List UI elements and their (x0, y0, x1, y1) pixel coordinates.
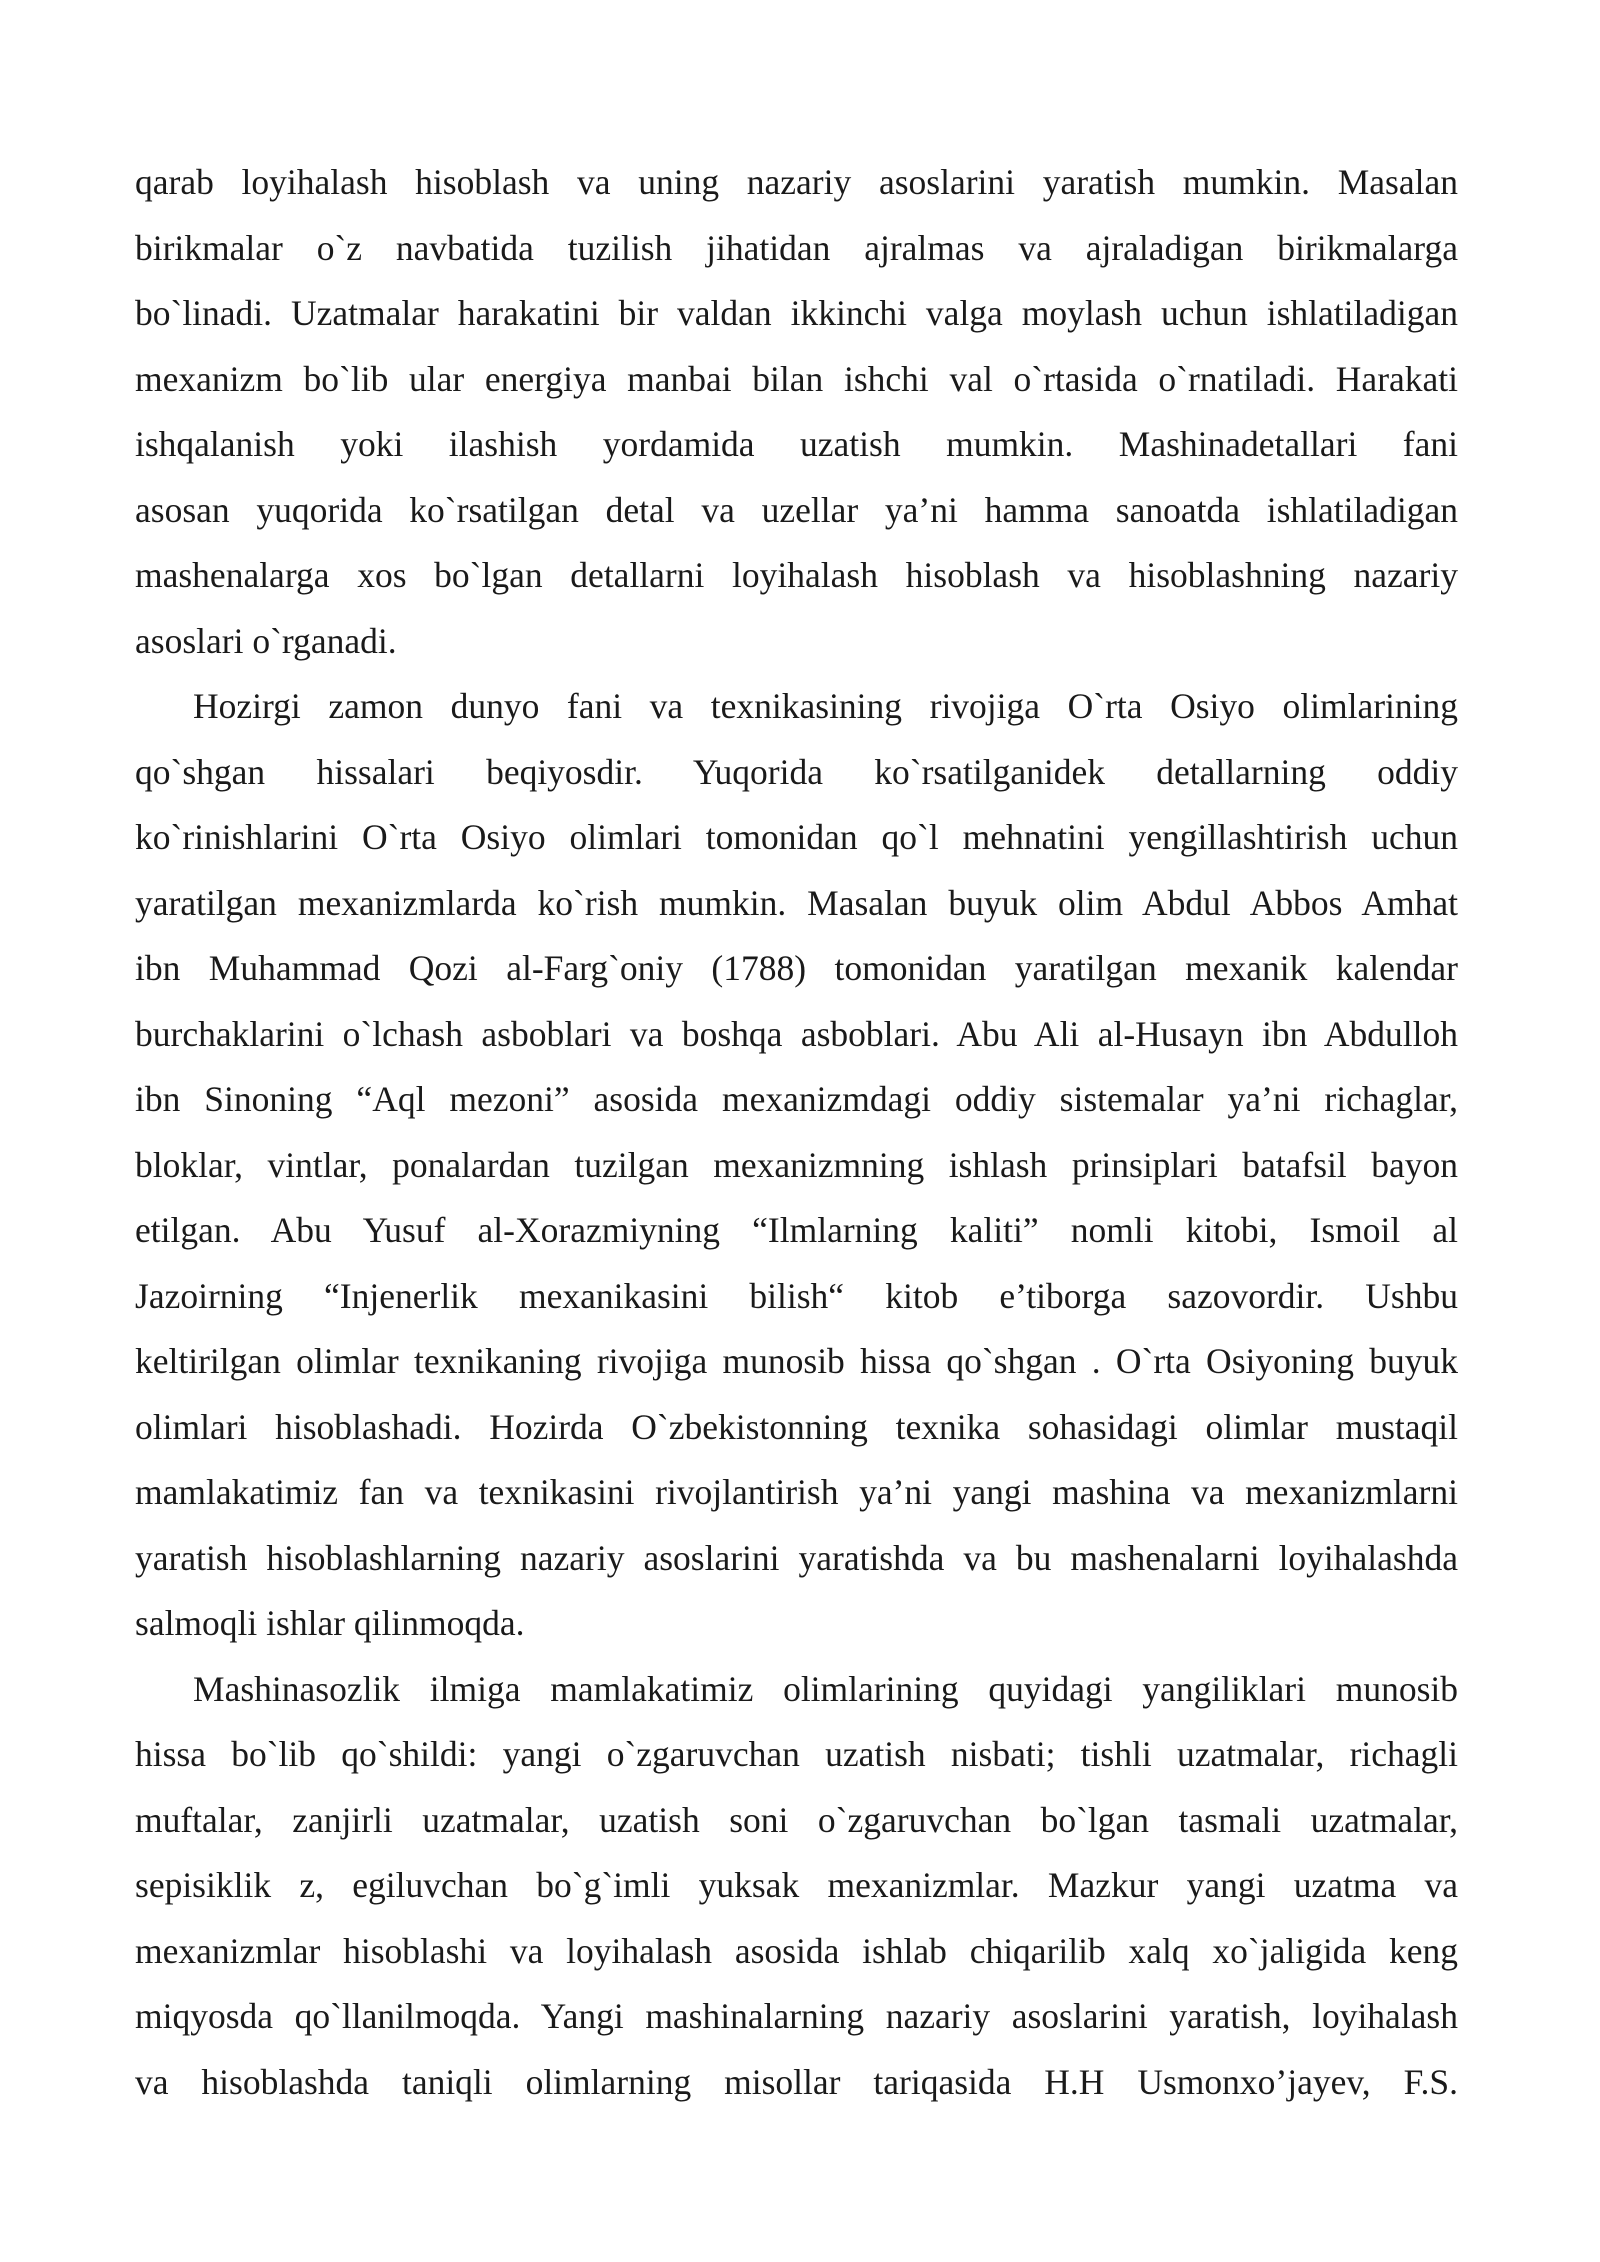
text-line: mexanizm bo`lib ular energiya manbai bilan ishchi val o`rtasida o`rnatiladi. Harakati (135, 358, 1458, 399)
text-line: mashenalarga xos bo`lgan detallarni loyihalash hisoblash va hisoblashning nazariy (135, 555, 1458, 595)
text-line: birikmalar o`z navbatida tuzilish jihatidan ajralmas va ajraladigan birikmalarga (135, 227, 1458, 268)
text-line: yaratish hisoblashlarning nazariy asoslarini yaratishda va bu mashenalarni loyihalashda (135, 1537, 1458, 1578)
text-line: mamlakatimiz fan va texnikasini rivojlantirish ya’ni yangi mashina va mexanizmlarni (135, 1472, 1458, 1512)
text-line: asoslari o`rganadi. (135, 620, 397, 661)
text-line: etilgan. Abu Yusuf al-Xorazmiyning “Ilmlarning kaliti” nomli kitobi, Ismoil al (135, 1210, 1458, 1250)
text-line: ko`rinishlarini O`rta Osiyo olimlari tomonidan qo`l mehnatini yengillashtirish uchun (135, 817, 1458, 857)
text-line: keltirilgan olimlar texnikaning rivojiga munosib hissa qo`shgan . O`rta Osiyoning buyuk (135, 1341, 1458, 1381)
text-line: yaratilgan mexanizmlarda ko`rish mumkin. Masalan buyuk olim Abdul Abbos Amhat (135, 882, 1458, 923)
text-line: qarab loyihalash hisoblash va uning nazariy asoslarini yaratish mumkin. Masalan (135, 162, 1458, 202)
text-line: ibn Muhammad Qozi al-Farg`oniy (1788) tomonidan yaratilgan mexanik kalendar (135, 948, 1458, 988)
text-line: mexanizmlar hisoblashi va loyihalash asosida ishlab chiqarilib xalq xo`jaligida keng (135, 1930, 1458, 1971)
text-line: hissa bo`lib qo`shildi: yangi o`zgaruvchan uzatish nisbati; tishli uzatmalar, richagli (135, 1734, 1458, 1774)
text-line: Mashinasozlik ilmiga mamlakatimiz olimlarining quyidagi yangiliklari munosib (193, 1668, 1458, 1709)
document-body (135, 150, 1458, 2115)
paragraph-1 (135, 150, 1458, 674)
paragraph-2 (135, 674, 1458, 1657)
text-line: bo`linadi. Uzatmalar harakatini bir valdan ikkinchi valga moylash uchun ishlatiladigan (135, 293, 1458, 333)
text-line: burchaklarini o`lchash asboblari va boshqa asboblari. Abu Ali al-Husayn ibn Abdulloh (135, 1013, 1458, 1054)
paragraph-3 (135, 1657, 1458, 2116)
text-line: va hisoblashda taniqli olimlarning misollar tariqasida H.H Usmonxo’jayev, F.S. (135, 2061, 1458, 2102)
text-line: sepisiklik z, egiluvchan bo`g`imli yuksak mexanizmlar. Mazkur yangi uzatma va (135, 1865, 1458, 1905)
text-line: qo`shgan hissalari beqiyosdir. Yuqorida ko`rsatilganidek detallarning oddiy (135, 751, 1458, 792)
text-line: Jazoirning “Injenerlik mexanikasini bilish“ kitob e’tiborga sazovordir. Ushbu (135, 1275, 1458, 1316)
text-line: asosan yuqorida ko`rsatilgan detal va uzellar ya’ni hamma sanoatda ishlatiladigan (135, 489, 1458, 530)
text-line: miqyosda qo`llanilmoqda. Yangi mashinalarning nazariy asoslarini yaratish, loyihalash (135, 1996, 1458, 2036)
text-line: ishqalanish yoki ilashish yordamida uzatish mumkin. Mashinadetallari fani (135, 424, 1458, 464)
text-line: bloklar, vintlar, ponalardan tuzilgan mexanizmning ishlash prinsiplari batafsil bayon (135, 1144, 1458, 1185)
text-line: olimlari hisoblashadi. Hozirda O`zbekistonning texnika sohasidagi olimlar mustaqil (135, 1406, 1458, 1447)
text-line: salmoqli ishlar qilinmoqda. (135, 1603, 525, 1643)
text-line: Hozirgi zamon dunyo fani va texnikasining rivojiga O`rta Osiyo olimlarining (193, 686, 1458, 726)
text-line: ibn Sinoning “Aql mezoni” asosida mexanizmdagi oddiy sistemalar ya’ni richaglar, (135, 1079, 1458, 1119)
text-line: muftalar, zanjirli uzatmalar, uzatish soni o`zgaruvchan bo`lgan tasmali uzatmalar, (135, 1799, 1458, 1840)
